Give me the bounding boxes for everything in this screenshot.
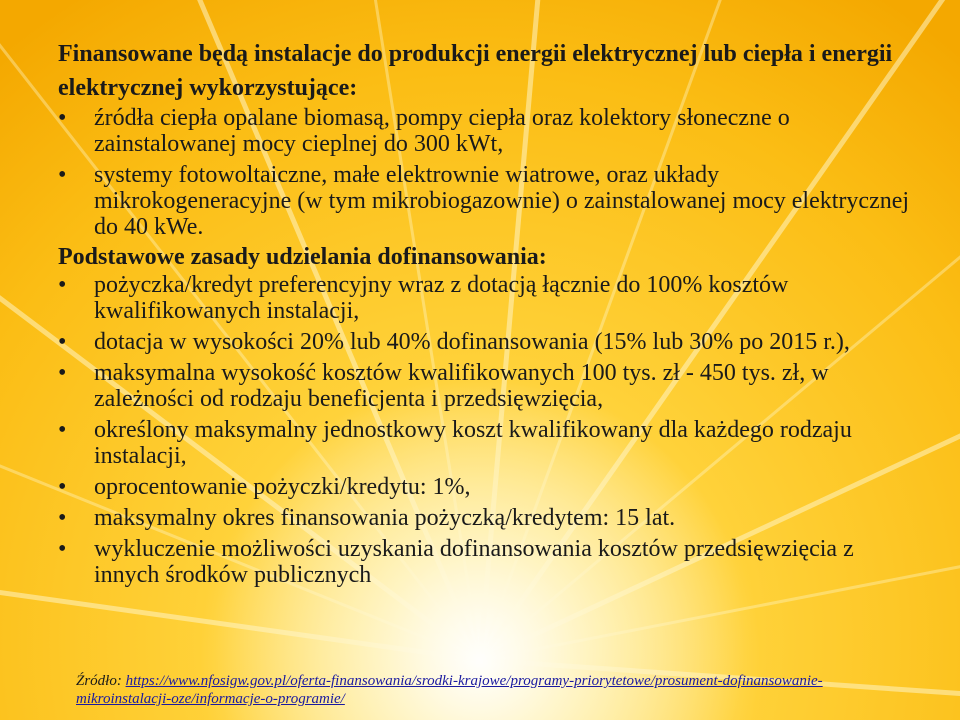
section-heading-rules: Podstawowe zasady udzielania dofinansowania:	[58, 244, 547, 270]
bullet-icon: •	[58, 474, 67, 500]
list-item: • dotacja w wysokości 20% lub 40% dofinansowania (15% lub 30% po 2015 r.),	[58, 329, 850, 355]
list-item: • maksymalna wysokość kosztów kwalifikowanych 100 tys. zł - 450 tys. zł, w zależności od rodzaju beneficjenta i przedsięwzięcia,	[58, 360, 829, 412]
bullet-icon: •	[58, 162, 67, 188]
list-item: • wykluczenie możliwości uzyskania dofinansowania kosztów przedsięwzięcia z innych środków publicznych	[58, 536, 854, 588]
list-item: • maksymalny okres finansowania pożyczką/kredytem: 15 lat.	[58, 505, 676, 531]
list-item: • oprocentowanie pożyczki/kredytu: 1%,	[58, 474, 471, 500]
source-citation	[76, 672, 916, 708]
rules-list	[58, 272, 918, 588]
slide-content	[58, 37, 918, 588]
installations-list	[58, 105, 918, 240]
bullet-icon: •	[58, 329, 67, 355]
list-item: • systemy fotowoltaiczne, małe elektrownie wiatrowe, oraz układy mikrokogeneracyjne (w tym mikrobiogazownie) o zainstalowanej mocy elektrycznej do 40 kWe.	[58, 162, 910, 240]
section-heading-installations: Finansowane będą instalacje do produkcji energii elektrycznej lub ciepła i energii elektrycznej wykorzystujące:	[58, 41, 893, 101]
list-item: • pożyczka/kredyt preferencyjny wraz z dotacją łącznie do 100% kosztów kwalifikowanych instalacji,	[58, 272, 789, 324]
list-item: • źródła ciepła opalane biomasą, pompy ciepła oraz kolektory słoneczne o zainstalowanej mocy cieplnej do 300 kWt,	[58, 105, 790, 157]
bullet-icon: •	[58, 417, 67, 443]
bullet-icon: •	[58, 505, 67, 531]
bullet-icon: •	[58, 360, 67, 386]
bullet-icon: •	[58, 272, 67, 298]
source-link[interactable]: https://www.nfosigw.gov.pl/oferta-finansowania/srodki-krajowe/programy-priorytetowe/prosument-dofinansowanie-mikroinstalacji-oze/informacje-o-programie/	[76, 673, 823, 707]
list-item: • określony maksymalny jednostkowy koszt kwalifikowany dla każdego rodzaju instalacji,	[58, 417, 852, 469]
source-label: Źródło:	[76, 673, 122, 689]
bullet-icon: •	[58, 105, 67, 131]
bullet-icon: •	[58, 536, 67, 562]
